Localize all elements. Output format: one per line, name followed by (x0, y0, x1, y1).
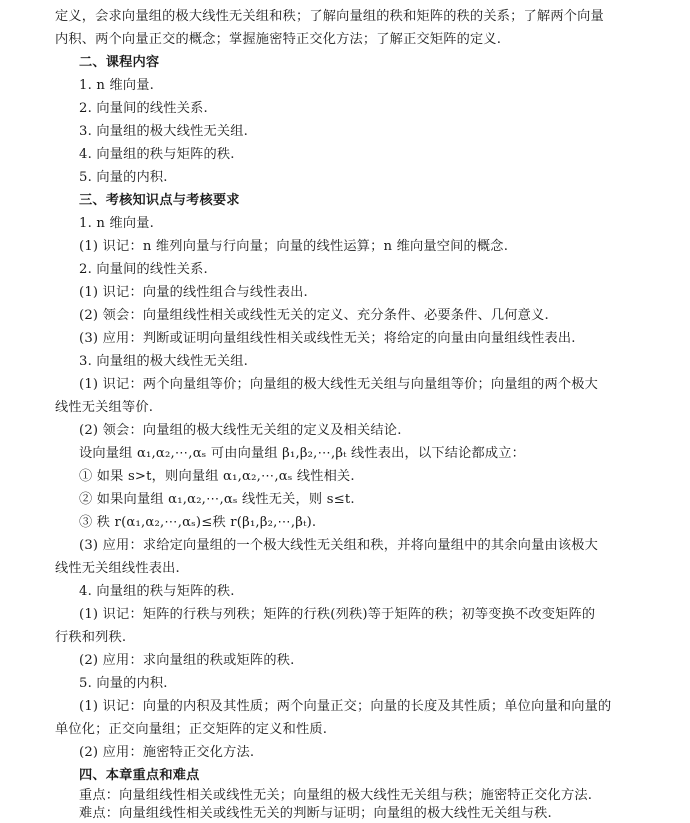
theorem-conclusion-3: ③ 秩 r(α₁,α₂,⋯,αₛ)≤秩 r(β₁,β₂,⋯,βₜ). (79, 515, 317, 530)
intro-line-2: 内积、两个向量正交的概念；掌握施密特正交化方法；了解正交矩阵的定义. (55, 32, 502, 47)
content-item-1: 1. n 维向量. (79, 78, 155, 93)
exam-item-5-1b: 单位化；正交向量组；正交矩阵的定义和性质. (55, 722, 328, 737)
exam-item-1-1: (1) 识记：n 维列向量与行向量；向量的线性运算；n 维向量空间的概念. (79, 239, 509, 254)
difficult-points-line: 难点：向量组线性相关或线性无关的判断与证明；向量组的极大线性无关组与秩. (79, 806, 552, 821)
content-item-5: 5. 向量的内积. (79, 170, 168, 185)
exam-item-2-2: (2) 领会：向量组线性相关或线性无关的定义、充分条件、必要条件、几何意义. (79, 308, 549, 323)
exam-item-5: 5. 向量的内积. (79, 676, 168, 691)
exam-item-4-2: (2) 应用：求向量组的秩或矩阵的秩. (79, 653, 295, 668)
exam-item-3-3a: (3) 应用：求给定向量组的一个极大线性无关组和秩，并将向量组中的其余向量由该极大 (79, 538, 599, 553)
exam-item-4: 4. 向量组的秩与矩阵的秩. (79, 584, 235, 599)
exam-item-1: 1. n 维向量. (79, 216, 155, 231)
content-item-3: 3. 向量组的极大线性无关组. (79, 124, 249, 139)
exam-item-3-3b: 线性无关组线性表出. (55, 561, 180, 576)
section-heading-key-points: 四、本章重点和难点 (79, 768, 200, 783)
exam-item-3-1b: 线性无关组等价. (55, 400, 154, 415)
exam-item-2-3: (3) 应用：判断或证明向量组线性相关或线性无关；将给定的向量由向量组线性表出. (79, 331, 576, 346)
section-heading-course-content: 二、课程内容 (79, 55, 160, 70)
exam-item-5-2: (2) 应用：施密特正交化方法. (79, 745, 255, 760)
exam-item-4-1b: 行秩和列秩. (55, 630, 127, 645)
exam-item-3-2: (2) 领会：向量组的极大线性无关组的定义及相关结论. (79, 423, 402, 438)
exam-item-2-1: (1) 识记：向量的线性组合与线性表出. (79, 285, 308, 300)
intro-line-1: 定义，会求向量组的极大线性无关组和秩；了解向量组的秩和矩阵的秩的关系；了解两个向量 (55, 9, 604, 24)
exam-item-4-1a: (1) 识记：矩阵的行秩与列秩；矩阵的行秩(列秩)等于矩阵的秩；初等变换不改变矩阵的 (79, 607, 596, 622)
theorem-conclusion-1: ① 如果 s>t，则向量组 α₁,α₂,⋯,αₛ 线性相关. (79, 469, 355, 484)
exam-item-2: 2. 向量间的线性关系. (79, 262, 208, 277)
exam-item-3-1a: (1) 识记：两个向量组等价；向量组的极大线性无关组与向量组等价；向量组的两个极大 (79, 377, 599, 392)
exam-item-3: 3. 向量组的极大线性无关组. (79, 354, 249, 369)
key-points-line: 重点：向量组线性相关或线性无关；向量组的极大线性无关组与秩；施密特正交化方法. (79, 788, 593, 803)
theorem-conclusion-2: ② 如果向量组 α₁,α₂,⋯,αₛ 线性无关，则 s≤t. (79, 492, 355, 507)
theorem-premise: 设向量组 α₁,α₂,⋯,αₛ 可由向量组 β₁,β₂,⋯,βₜ 线性表出，以下结论都成立： (79, 446, 526, 461)
exam-item-5-1a: (1) 识记：向量的内积及其性质；两个向量正交；向量的长度及其性质；单位向量和向量的 (79, 699, 612, 714)
content-item-4: 4. 向量组的秩与矩阵的秩. (79, 147, 235, 162)
content-item-2: 2. 向量间的线性关系. (79, 101, 208, 116)
section-heading-exam-points: 三、考核知识点与考核要求 (79, 193, 240, 208)
